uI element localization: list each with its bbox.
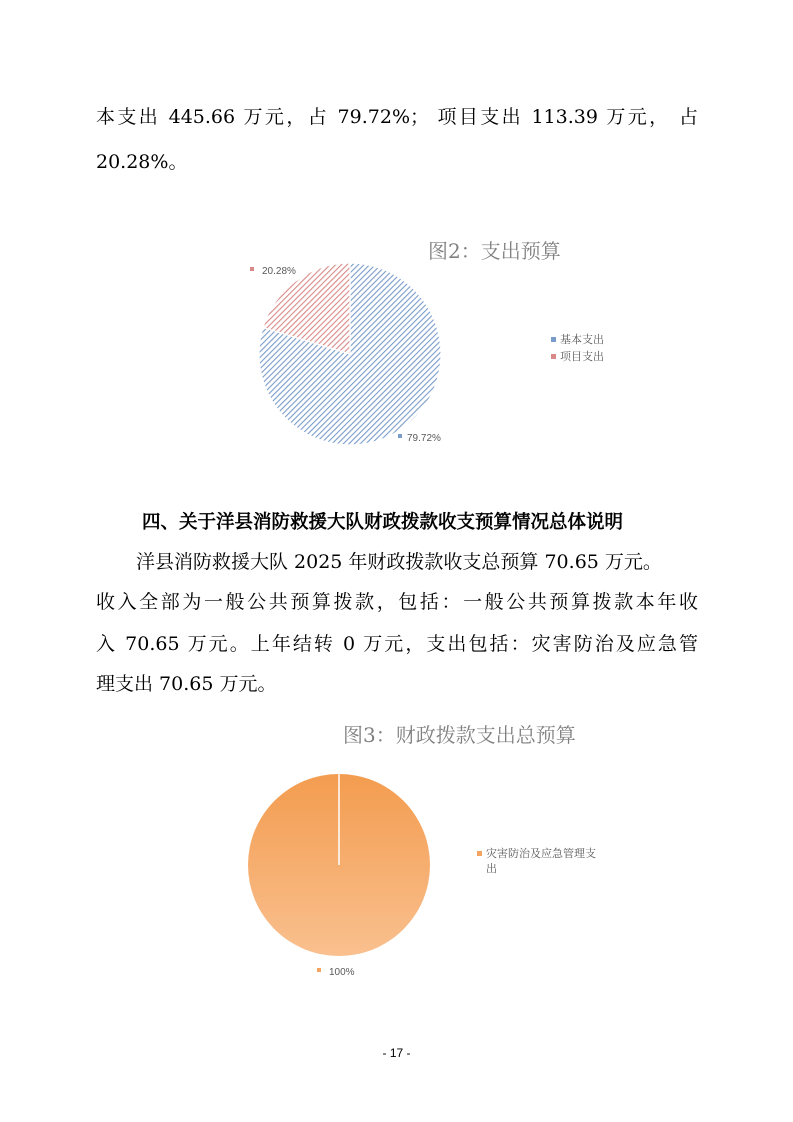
chart-3-legend [477, 846, 596, 875]
section-line-1: 洋县消防救援大队 2025 年财政拨款收支总预算 70.65 万元。 [136, 551, 662, 573]
chart-2-legend [551, 332, 604, 363]
page-number: - 17 - [382, 1046, 411, 1060]
paragraph-line-1: 本支出 445.66 万元，占 79.72%； 项目支出 113.39 万元， 占 [96, 106, 698, 128]
chart-3-title: 图3：财政拨款支出总预算 [343, 723, 576, 747]
legend-marker-disaster [477, 851, 482, 856]
chart-2-pie [250, 263, 441, 445]
section-line-3: 入 70.65 万元。上年结转 0 万元，支出包括：灾害防治及应急管 [96, 633, 698, 655]
data-label-1: 100% [329, 967, 355, 978]
chart-2 [250, 239, 604, 445]
chart-3-pie [248, 774, 430, 978]
legend-label-project: 项目支出 [560, 350, 604, 363]
section-line-4: 理支出 70.65 万元。 [96, 673, 277, 695]
paragraph-line-2: 20.28%。 [96, 151, 188, 173]
data-label-marker-2 [250, 267, 254, 271]
chart-2-title: 图2：支出预算 [428, 239, 561, 263]
section-line-2: 收入全部为一般公共预算拨款，包括：一般公共预算拨款本年收 [96, 591, 698, 613]
data-label-2: 20.28% [262, 266, 296, 277]
data-label-marker-1 [398, 434, 402, 438]
data-label-marker-1 [317, 968, 321, 972]
section-heading: 四、关于洋县消防救援大队财政拨款收支预算情况总体说明 [142, 512, 624, 533]
legend-marker-project [551, 354, 556, 359]
legend-label-basic: 基本支出 [560, 333, 604, 346]
chart-3 [248, 723, 596, 978]
legend-label-disaster-line-2: 出 [486, 862, 497, 875]
legend-marker-basic [551, 337, 556, 342]
data-label-1: 79.72% [407, 433, 441, 444]
legend-label-disaster-line-1: 灾害防治及应急管理支 [486, 847, 596, 860]
